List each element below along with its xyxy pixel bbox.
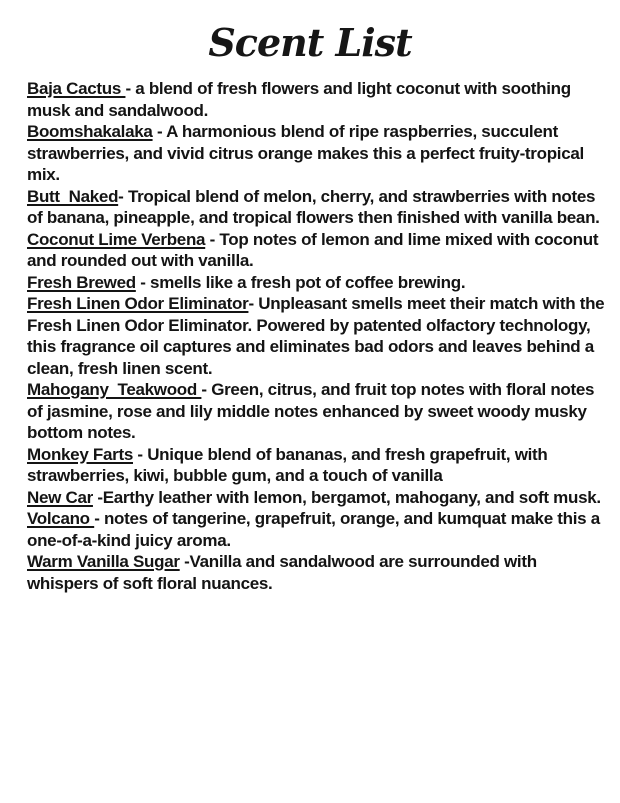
- scent-description: - A harmonious blend of ripe raspberries, succulent strawberries, and vivid citrus orange makes this a perfect fruity-tropical mix.: [27, 122, 589, 184]
- scent-name: Fresh Brewed: [27, 272, 136, 292]
- scent-entry: [27, 293, 609, 379]
- scent-entry: [27, 508, 605, 551]
- scent-description: - Green, citrus, and fruit top notes with floral notes of jasmine, rose and lily middle notes enhanced by sweet woody musky bottom notes.: [27, 380, 599, 442]
- scent-entry: [27, 121, 605, 186]
- scent-description: -Vanilla and sandalwood are surrounded with whispers of soft floral nuances.: [27, 552, 542, 593]
- scent-name: Monkey Farts: [27, 444, 133, 464]
- scent-description: - Unique blend of bananas, and fresh grapefruit, with strawberries, kiwi, bubble gum, and a touch of vanilla: [27, 444, 552, 485]
- scent-entry: [27, 272, 605, 294]
- scent-entry: [27, 186, 605, 229]
- scent-description: -Earthy leather with lemon, bergamot, mahogany, and soft musk.: [92, 487, 601, 507]
- scent-entry: [27, 444, 605, 487]
- scent-description: - notes of tangerine, grapefruit, orange, and kumquat make this a one-of-a-kind juicy aroma.: [27, 509, 605, 550]
- scent-list: [27, 78, 609, 594]
- scent-description: - smells like a fresh pot of coffee brewing.: [135, 272, 466, 292]
- scent-entry: [27, 78, 605, 121]
- scent-name: Coconut Lime Verbena: [27, 229, 206, 249]
- scent-description: - Unpleasant smells meet their match with the Fresh Linen Odor Eliminator. Powered by patented olfactory technology, this fragrance oil captures and eliminates bad odors and leaves behind a clean, fresh linen scent.: [27, 294, 609, 378]
- scent-description: - Tropical blend of melon, cherry, and strawberries with notes of banana, pineapple, and tropical flowers then finished with vanilla bean.: [27, 186, 600, 227]
- scent-name: Fresh Linen Odor Eliminator: [27, 294, 249, 313]
- scent-name: Baja Cactus: [27, 79, 126, 98]
- scent-entry: [27, 379, 605, 444]
- scent-name: Warm Vanilla Sugar: [27, 552, 180, 571]
- scent-entry: [27, 487, 605, 509]
- scent-entry: [27, 551, 605, 594]
- scent-entry: [27, 229, 605, 272]
- scent-name: Mahogany Teakwood: [27, 380, 202, 399]
- scent-name: Volcano: [27, 509, 95, 528]
- scent-name: Butt Naked: [27, 186, 119, 206]
- scent-name: Boomshakalaka: [27, 122, 153, 141]
- scent-name: New Car: [27, 487, 93, 507]
- scent-description: - Top notes of lemon and lime mixed with coconut and rounded out with vanilla.: [27, 229, 603, 270]
- page-title: Scent List: [208, 20, 412, 65]
- scent-description: - a blend of fresh flowers and light coconut with soothing musk and sandalwood.: [27, 79, 576, 120]
